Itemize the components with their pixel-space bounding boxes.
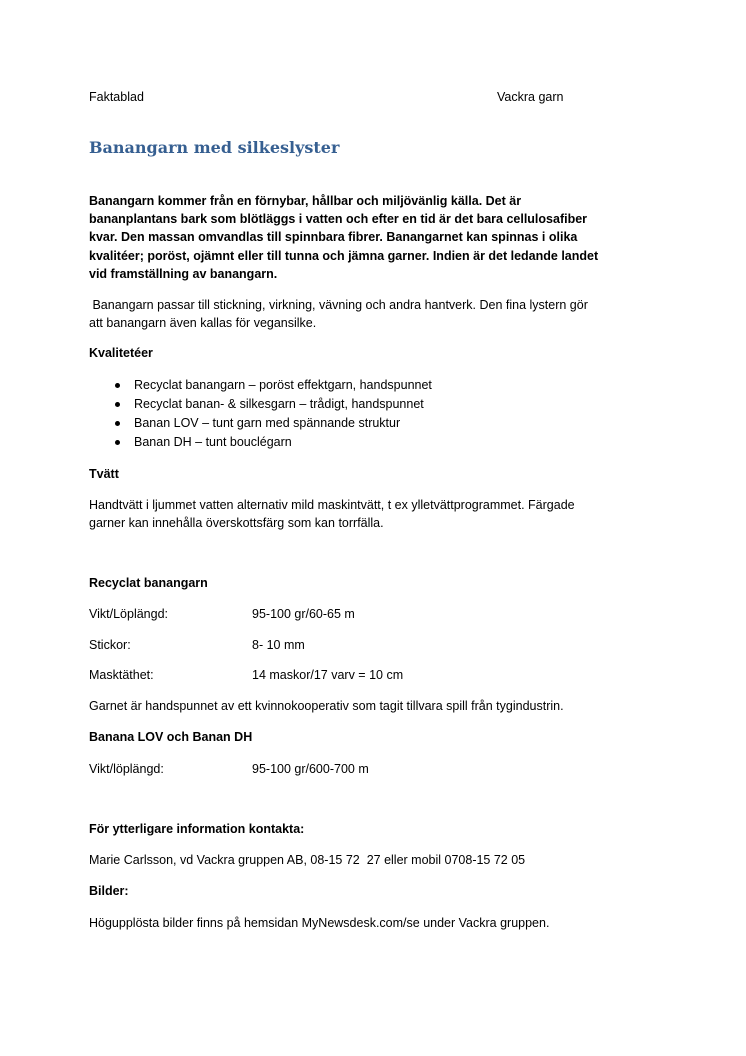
spec-value: 95-100 gr/600-700 m	[252, 762, 369, 776]
list-item-text: Recyclat banangarn – poröst effektgarn, handspunnet	[134, 378, 432, 392]
list-item	[115, 395, 432, 414]
lov-dh-heading: Banana LOV och Banan DH	[89, 730, 253, 744]
list-item-text: Banan LOV – tunt garn med spännande struktur	[134, 416, 401, 430]
spec-value: 14 maskor/17 varv = 10 cm	[252, 668, 404, 682]
header-left-text: Faktablad	[89, 90, 144, 104]
usage-line: Banangarn passar till stickning, virkning, vävning och andra hantverk. Den fina lystern gör	[89, 298, 588, 312]
intro-line: kvalitéer; poröst, ojämnt eller till tunna och jämna garner. Indien är det ledande landet	[89, 248, 599, 263]
spec-label: Vikt/Löplängd:	[89, 607, 168, 621]
spec-label: Vikt/löplängd:	[89, 762, 164, 776]
usage-line: att banangarn även kallas för vegansilke.	[89, 316, 317, 331]
intro-line: vid framställning av banangarn.	[89, 266, 278, 281]
images-text: Högupplösta bilder finns på hemsidan MyNewsdesk.com/se under Vackra gruppen.	[89, 916, 550, 930]
recyclat-heading: Recyclat banangarn	[89, 576, 208, 590]
bullet-icon	[115, 440, 120, 445]
list-item	[115, 433, 432, 452]
wash-paragraph	[89, 496, 575, 532]
header-right-text: Vackra garn	[497, 90, 564, 104]
intro-line: bananplantans bark som blötläggs i vatten och efter en tid är det bara cellulosafiber	[89, 212, 588, 227]
spec-label: Stickor:	[89, 638, 131, 652]
qualities-heading: Kvalitetéer	[89, 346, 153, 360]
intro-line: kvar. Den massan omvandlas till spinnbara fibrer. Banangarnet kan spinnas i olika	[89, 230, 578, 245]
wash-line: Handtvätt i ljummet vatten alternativ mild maskintvätt, t ex ylletvättprogrammet. Färgade	[89, 498, 575, 512]
spec-value: 8- 10 mm	[252, 638, 305, 652]
bullet-icon	[115, 402, 120, 407]
intro-line: Banangarn kommer från en förnybar, hållbar och miljövänlig källa. Det är	[89, 194, 522, 208]
list-item-text: Recyclat banan- & silkesgarn – trådigt, handspunnet	[134, 397, 424, 411]
page-title: Banangarn med silkeslyster	[89, 138, 340, 157]
recyclat-note: Garnet är handspunnet av ett kvinnokooperativ som tagit tillvara spill från tygindustrin.	[89, 699, 564, 713]
contact-heading: För ytterligare information kontakta:	[89, 822, 305, 836]
wash-heading: Tvätt	[89, 467, 119, 481]
spec-label: Masktäthet:	[89, 668, 154, 682]
wash-line: garner kan innehålla överskottsfärg som kan torrfälla.	[89, 516, 384, 531]
bullet-icon	[115, 421, 120, 426]
bullet-icon	[115, 383, 120, 388]
usage-paragraph	[89, 296, 588, 332]
intro-paragraph	[89, 192, 659, 283]
spec-value: 95-100 gr/60-65 m	[252, 607, 355, 621]
qualities-list	[115, 376, 432, 452]
list-item	[115, 376, 432, 395]
contact-text: Marie Carlsson, vd Vackra gruppen AB, 08-15 72 27 eller mobil 0708-15 72 05	[89, 853, 526, 867]
images-heading: Bilder:	[89, 884, 129, 898]
list-item	[115, 414, 432, 433]
list-item-text: Banan DH – tunt bouclégarn	[134, 435, 292, 449]
